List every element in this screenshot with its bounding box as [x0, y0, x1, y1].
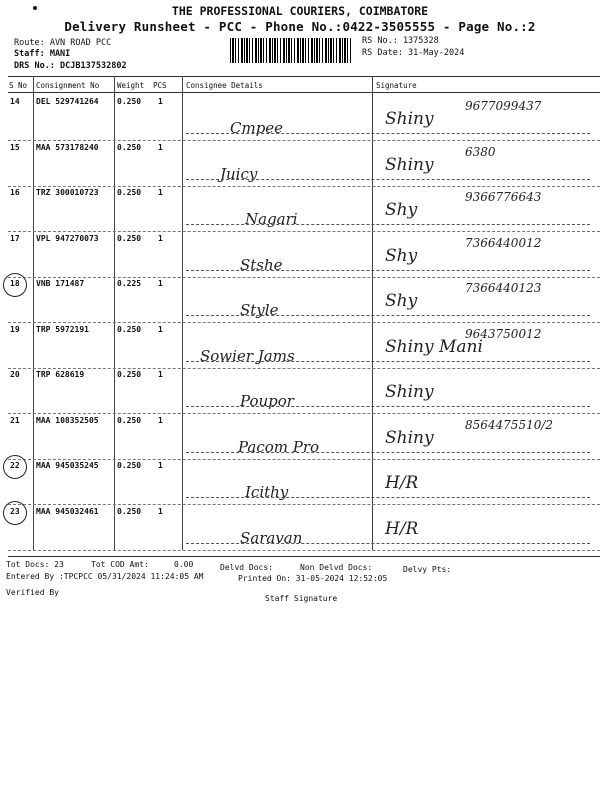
serial-number: 22 — [10, 461, 20, 470]
consignment-number: TRP 5972191 — [36, 324, 89, 334]
weight-value: 0.250 — [117, 506, 142, 516]
weight-value: 0.250 — [117, 188, 142, 197]
handwritten-phone: 9643750012 — [465, 326, 542, 341]
handwritten-signature: H/R — [385, 473, 419, 493]
weight-value: 0.250 — [117, 142, 142, 152]
pieces-count: 1 — [158, 142, 163, 152]
table-row — [0, 234, 600, 279]
handwritten-consignee: Juicy — [220, 164, 258, 183]
weight-value: 0.250 — [117, 97, 142, 106]
col-header-pcs: PCS — [153, 81, 167, 90]
table-row — [0, 188, 600, 233]
handwritten-signature: Shy — [385, 200, 418, 220]
weight-value: 0.250 — [117, 415, 142, 425]
consignment-number: MAA 108352505 — [36, 415, 99, 425]
pieces-count: 1 — [158, 461, 163, 470]
consignee-writing-line — [186, 270, 590, 271]
total-docs: Tot Docs: 23 — [6, 560, 64, 569]
handwritten-consignee: Pacom Pro — [238, 437, 320, 456]
circled-mark — [3, 455, 27, 479]
footer-rule — [8, 556, 600, 557]
row-separator — [8, 550, 600, 551]
weight-value: 0.250 — [117, 233, 142, 243]
consignee-writing-line — [186, 179, 590, 180]
pieces-count: 1 — [158, 415, 163, 425]
serial-number: 20 — [10, 370, 20, 379]
delivered-docs: Delvd Docs: — [220, 563, 273, 572]
serial-number: 15 — [10, 142, 20, 152]
row-separator — [8, 459, 600, 460]
weight-value: 0.225 — [117, 279, 142, 288]
rs-number: RS No.: 1375328 — [362, 36, 439, 46]
consignment-number: MAA 945032461 — [36, 506, 99, 516]
handwritten-phone: 9366776643 — [465, 190, 542, 204]
table-row — [0, 461, 600, 506]
serial-number: 21 — [10, 415, 20, 425]
handwritten-signature: H/R — [385, 518, 419, 539]
entered-by: Entered By :TPCPCC 05/31/2024 11:24:05 AM — [6, 572, 204, 581]
col-header-consignee: Consignee Details — [186, 81, 263, 90]
circled-mark — [3, 501, 27, 525]
table-header-rule — [8, 92, 600, 93]
handwritten-signature: Shy — [385, 291, 418, 311]
consignment-number: DEL 529741264 — [36, 97, 99, 106]
table-row — [0, 143, 600, 188]
row-separator — [8, 231, 600, 232]
pieces-count: 1 — [158, 279, 163, 288]
row-separator — [8, 322, 600, 323]
company-title: THE PROFESSIONAL COURIERS, COIMBATORE — [171, 4, 429, 18]
table-row — [0, 325, 600, 370]
weight-value: 0.250 — [117, 370, 142, 379]
handwritten-consignee: Stshe — [240, 255, 283, 274]
consignee-writing-line — [186, 497, 590, 498]
handwritten-signature: Shiny — [385, 154, 434, 175]
handwritten-signature: Shiny — [385, 427, 434, 448]
barcode — [230, 38, 353, 63]
staff-label: Staff: MANI — [14, 49, 71, 59]
serial-number: 19 — [10, 324, 20, 334]
drs-number: DRS No.: DCJB137532802 — [14, 61, 127, 71]
consignment-number: VPL 947270073 — [36, 233, 99, 243]
consignee-writing-line — [186, 315, 590, 316]
consignment-number: TRP 628619 — [36, 370, 85, 379]
handwritten-phone: 9677099437 — [465, 99, 542, 113]
handwritten-consignee: Style — [240, 301, 279, 319]
consignee-writing-line — [186, 406, 590, 407]
consignee-writing-line — [186, 133, 590, 134]
verified-by: Verified By — [6, 588, 59, 597]
handwritten-phone: 8564475510/2 — [465, 417, 554, 432]
handwritten-consignee: Sowier Jams — [200, 346, 295, 365]
handwritten-consignee: Saravan — [240, 528, 303, 547]
route-label: Route: AVN ROAD PCC — [14, 38, 112, 48]
col-header-consignment: Consignment No — [36, 81, 100, 90]
consignee-writing-line — [186, 452, 590, 453]
handwritten-consignee: Icithy — [245, 483, 289, 501]
pieces-count: 1 — [158, 506, 163, 516]
col-header-signature: Signature — [376, 81, 417, 90]
consignee-writing-line — [186, 224, 590, 225]
row-separator — [8, 277, 600, 278]
pieces-count: 1 — [158, 188, 163, 197]
table-row — [0, 370, 600, 415]
pieces-count: 1 — [158, 233, 163, 243]
table-row — [0, 507, 600, 552]
handwritten-phone: 7366440012 — [465, 235, 542, 250]
handwritten-signature: Shiny — [385, 109, 434, 129]
serial-number: 16 — [10, 188, 20, 197]
serial-number: 17 — [10, 233, 20, 243]
table-top-rule — [8, 76, 600, 77]
row-separator — [8, 186, 600, 187]
handwritten-consignee: Nagari — [245, 210, 298, 228]
pieces-count: 1 — [158, 370, 163, 379]
delivery-points: Delvy Pts: — [403, 565, 452, 574]
col-header-sno: S No — [9, 81, 28, 90]
pieces-count: 1 — [158, 324, 163, 334]
weight-value: 0.250 — [117, 324, 142, 334]
table-row — [0, 97, 600, 142]
consignee-writing-line — [186, 361, 590, 362]
printed-on: Printed On: 31-05-2024 12:52:05 — [238, 574, 388, 583]
pieces-count: 1 — [158, 97, 163, 106]
serial-number: 14 — [10, 97, 20, 106]
consignment-number: TRZ 300010723 — [36, 188, 99, 197]
handwritten-consignee: Poupor — [240, 392, 294, 410]
serial-number: 23 — [10, 506, 20, 516]
handwritten-phone: 7366440123 — [465, 281, 542, 295]
row-separator — [8, 504, 600, 505]
consignment-number: MAA 573178240 — [36, 142, 99, 152]
row-separator — [8, 140, 600, 141]
staff-signature-label: Staff Signature — [265, 594, 338, 603]
total-cod-value: 0.00 — [174, 560, 194, 569]
handwritten-signature: Shiny — [385, 382, 434, 402]
handwritten-signature: Shiny Mani — [385, 336, 483, 357]
non-delivered-docs: Non Delvd Docs: — [300, 563, 373, 572]
weight-value: 0.250 — [117, 461, 142, 470]
handwritten-phone: 6380 — [465, 144, 496, 159]
rs-date: RS Date: 31-May-2024 — [362, 48, 465, 58]
row-separator — [8, 413, 600, 414]
serial-number: 18 — [10, 279, 20, 288]
consignment-number: MAA 945035245 — [36, 461, 99, 470]
handwritten-signature: Shy — [385, 245, 418, 266]
row-separator — [8, 368, 600, 369]
handwritten-consignee: Cmpee — [230, 119, 284, 137]
col-header-weight: Weight — [117, 81, 145, 90]
circled-mark — [3, 273, 27, 297]
table-row — [0, 279, 600, 324]
table-row — [0, 416, 600, 461]
runsheet-title: Delivery Runsheet - PCC - Phone No.:0422-3505555 - Page No.:2 — [64, 19, 536, 34]
total-cod-label: Tot COD Amt: — [91, 560, 149, 569]
consignee-writing-line — [186, 543, 590, 544]
consignment-number: VNB 171487 — [36, 279, 85, 288]
